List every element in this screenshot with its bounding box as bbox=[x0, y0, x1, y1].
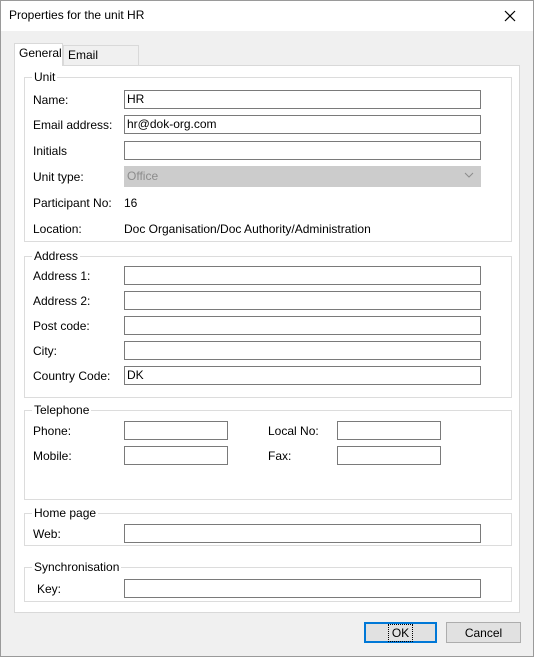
email-field[interactable]: hr@dok-org.com bbox=[124, 115, 481, 134]
ok-button-label: OK bbox=[391, 625, 410, 640]
participant-value: 16 bbox=[124, 196, 138, 210]
unit-legend: Unit bbox=[34, 70, 56, 84]
city-label: City: bbox=[33, 344, 57, 358]
phone-label: Phone: bbox=[33, 424, 72, 438]
homepage-legend: Home page bbox=[34, 506, 97, 520]
unit-type-select[interactable] bbox=[124, 166, 481, 187]
address-legend: Address bbox=[34, 249, 79, 263]
web-label: Web: bbox=[33, 527, 61, 541]
mobile-field[interactable] bbox=[124, 446, 228, 465]
local-no-field[interactable] bbox=[337, 421, 441, 440]
local-no-label: Local No: bbox=[268, 424, 319, 438]
telephone-legend: Telephone bbox=[34, 403, 90, 417]
email-label: Email address: bbox=[33, 118, 113, 132]
key-label: Key: bbox=[37, 582, 62, 596]
unit-type-label: Unit type: bbox=[33, 170, 84, 184]
sync-legend: Synchronisation bbox=[34, 560, 120, 574]
city-field[interactable] bbox=[124, 341, 481, 360]
window-title: Properties for the unit HR bbox=[9, 8, 145, 22]
name-field[interactable]: HR bbox=[124, 90, 481, 109]
tab-general-label: General bbox=[19, 46, 62, 60]
location-label: Location: bbox=[33, 222, 82, 236]
name-label: Name: bbox=[33, 93, 69, 107]
address1-field[interactable] bbox=[124, 266, 481, 285]
unit-type-value: Office bbox=[127, 169, 159, 183]
tab-general[interactable] bbox=[14, 43, 63, 66]
web-field[interactable] bbox=[124, 524, 481, 543]
address2-label: Address 2: bbox=[33, 294, 91, 308]
mobile-label: Mobile: bbox=[33, 449, 72, 463]
fax-field[interactable] bbox=[337, 446, 441, 465]
address1-label: Address 1: bbox=[33, 269, 91, 283]
phone-field[interactable] bbox=[124, 421, 228, 440]
cancel-button[interactable] bbox=[446, 622, 521, 643]
key-field[interactable] bbox=[124, 579, 481, 598]
tab-email-settings-label: Email bbox=[68, 48, 99, 62]
title-bar bbox=[1, 1, 533, 31]
participant-label: Participant No: bbox=[33, 196, 112, 210]
initials-field[interactable] bbox=[124, 141, 481, 160]
initials-label: Initials bbox=[33, 144, 68, 158]
country-code-label: Country Code: bbox=[33, 369, 111, 383]
chevron-down-icon bbox=[464, 170, 474, 180]
general-panel bbox=[14, 65, 520, 613]
country-code-field[interactable]: DK bbox=[124, 366, 481, 385]
tab-email-settings[interactable] bbox=[63, 45, 139, 65]
postcode-field[interactable] bbox=[124, 316, 481, 335]
address2-field[interactable] bbox=[124, 291, 481, 310]
fax-label: Fax: bbox=[268, 449, 292, 463]
location-value: Doc Organisation/Doc Authority/Administration bbox=[124, 222, 371, 236]
ok-button[interactable] bbox=[364, 622, 437, 643]
close-button[interactable] bbox=[487, 1, 533, 31]
postcode-label: Post code: bbox=[33, 319, 90, 333]
cancel-button-label: Cancel bbox=[464, 625, 503, 640]
close-icon bbox=[504, 10, 516, 22]
